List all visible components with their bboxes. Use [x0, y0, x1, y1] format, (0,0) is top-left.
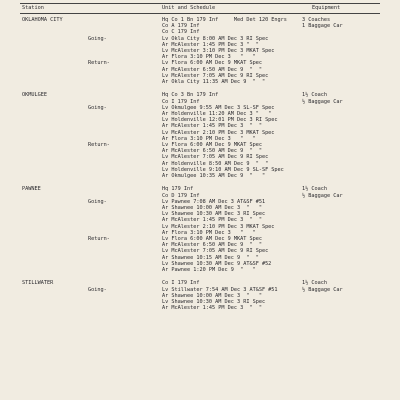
- unit-schedule-text: Lv Holdenville 9:10 AM Dec 9 SL-SF Spec: [162, 166, 284, 173]
- station-section: [0, 17, 400, 85]
- unit-schedule-text: Lv Flora 6:00 AM Dec 9 MKAT Spec: [162, 60, 262, 67]
- unit-schedule-text: Hq Co 1 Bn 179 Inf Med Det 120 Engrs: [162, 17, 287, 23]
- unit-schedule-text: Ar McAlester 1:45 PM Dec 3 " ": [162, 217, 262, 224]
- equipment-text: 1½ Coach: [302, 186, 327, 193]
- unit-schedule-text: Ar McAlester 6:50 AM Dec 9 " ": [162, 242, 262, 249]
- unit-schedule-text: Lv McAlester 3:10 PM Dec 3 MKAT Spec: [162, 47, 275, 54]
- direction-label: Going-: [88, 104, 107, 111]
- unit-schedule-text: Lv Flora 6:00 AM Dec 9 MKAT Spec: [162, 141, 262, 148]
- schedule-body: [0, 17, 400, 319]
- unit-schedule-text: Lv McAlester 2:10 PM Dec 3 MKAT Spec: [162, 223, 275, 230]
- station-name: OKMULGEE: [22, 92, 47, 99]
- direction-label: Return-: [88, 235, 110, 242]
- unit-schedule-text: Co A 179 Inf: [162, 23, 200, 30]
- unit-schedule-text: Lv Holdenville 12:01 PM Dec 3 RI Spec: [162, 117, 278, 124]
- equipment-text: 1½ Coach: [302, 92, 327, 99]
- unit-schedule-text: Lv Shawnee 10:30 AM Dec 3 RI Spec: [162, 299, 266, 306]
- station-name: OKLAHOMA CITY: [22, 17, 63, 23]
- unit-schedule-text: Ar Holdenville 8:50 AM Dec 9 " ": [162, 160, 269, 167]
- unit-schedule-text: Lv McAlester 2:10 PM Dec 3 MKAT Spec: [162, 129, 275, 136]
- header-station: Station: [22, 5, 44, 11]
- equipment-text: 3 Coaches: [302, 17, 331, 23]
- unit-schedule-text: Co I 179 Inf: [162, 98, 200, 105]
- unit-schedule-text: Lv McAlester 7:05 AM Dec 9 RI Spec: [162, 154, 269, 161]
- unit-schedule-text: Hq Co 3 Bn 179 Inf: [162, 92, 219, 99]
- unit-schedule-text: Ar McAlester 6:50 AM Dec 9 " ": [162, 66, 262, 73]
- unit-schedule-text: Ar Shawnee 10:00 AM Dec 3 " ": [162, 205, 262, 212]
- station-name: STILLWATER: [22, 280, 54, 287]
- header-rule: [20, 13, 380, 14]
- equipment-text: ½ Baggage Car: [302, 192, 343, 199]
- unit-schedule-text: Ar McAlester 1:45 PM Dec 3 " ": [162, 123, 262, 130]
- unit-schedule-text: Lv Okmulgee 9:55 AM Dec 3 SL-SF Spec: [162, 104, 275, 111]
- schedule-row: [0, 173, 400, 179]
- unit-schedule-text: Ar Shawnee 10:00 AM Dec 3 " ": [162, 292, 262, 299]
- unit-schedule-text: Hq 179 Inf: [162, 186, 194, 193]
- unit-schedule-text: Ar Shawnee 10:15 AM Dec 9 " ": [162, 254, 259, 261]
- unit-schedule-text: Ar Flora 3:10 PM Dec 3 " ": [162, 135, 256, 142]
- equipment-text: 1½ Coach: [302, 280, 327, 287]
- unit-schedule-text: Ar Pawnee 1:20 PM Dec 9 " ": [162, 266, 256, 273]
- station-name: PAWNEE: [22, 186, 41, 193]
- unit-schedule-text: Ar Okla City 11:35 AM Dec 9 " ": [162, 78, 266, 85]
- unit-schedule-text: Lv Shawnee 10:30 AM Dec 3 RI Spec: [162, 211, 266, 218]
- equipment-text: 1 Baggage Car: [302, 23, 343, 30]
- station-section: [0, 186, 400, 273]
- unit-schedule-text: Co C 179 Inf: [162, 29, 200, 36]
- direction-label: Going-: [88, 198, 107, 205]
- unit-schedule-text: Lv Shawnee 10:30 AM Dec 9 AT&SF #52: [162, 260, 272, 267]
- header-unit-schedule: Unit and Schedule: [162, 5, 216, 11]
- equipment-text: ½ Baggage Car: [302, 98, 343, 105]
- unit-schedule-text: Lv Stillwater 7:54 AM Dec 3 AT&SF #51: [162, 286, 278, 293]
- schedule-row: [0, 79, 400, 85]
- unit-schedule-text: Ar McAlester 1:45 PM Dec 3 " ": [162, 41, 259, 48]
- direction-label: Going-: [88, 286, 107, 293]
- equipment-text: ½ Baggage Car: [302, 286, 343, 293]
- direction-label: Going-: [88, 35, 107, 42]
- unit-schedule-text: Ar McAlester 6:50 AM Dec 9 " ": [162, 148, 262, 155]
- unit-schedule-text: Ar Flora 3:10 PM Dec 3 " ": [162, 54, 256, 61]
- unit-schedule-text: Lv Pawnee 7:08 AM Dec 3 AT&SF #51: [162, 198, 266, 205]
- unit-schedule-text: Ar Holdenville 11:20 AM Dec 3 " ": [162, 111, 272, 118]
- unit-schedule-text: Co D 179 Inf: [162, 192, 200, 199]
- unit-schedule-text: Lv Flora 6:00 AM Dec 9 MKAT Spec: [162, 235, 262, 242]
- unit-schedule-text: Ar Flora 3:10 PM Dec 3 " ": [162, 229, 256, 236]
- header-equipment: Equipment: [312, 5, 341, 11]
- direction-label: Return-: [88, 60, 110, 67]
- table-header: [0, 4, 400, 13]
- unit-schedule-text: Lv McAlester 7:05 AM Dec 9 RI Spec: [162, 72, 269, 79]
- schedule-row: [0, 267, 400, 273]
- unit-schedule-text: Ar Okmulgee 10:35 AM Dec 9 " ": [162, 172, 266, 179]
- unit-schedule-text: Lv Okla City 8:00 AM Dec 3 RI Spec: [162, 35, 269, 42]
- unit-schedule-text: Ar McAlester 1:45 PM Dec 3 " ": [162, 305, 262, 312]
- schedule-row: [0, 305, 400, 311]
- unit-schedule-text: Co I 179 Inf: [162, 280, 200, 287]
- direction-label: Return-: [88, 141, 110, 148]
- station-section: [0, 92, 400, 179]
- unit-schedule-text: Lv McAlester 7:05 AM Dec 9 RI Spec: [162, 248, 269, 255]
- station-section: [0, 280, 400, 311]
